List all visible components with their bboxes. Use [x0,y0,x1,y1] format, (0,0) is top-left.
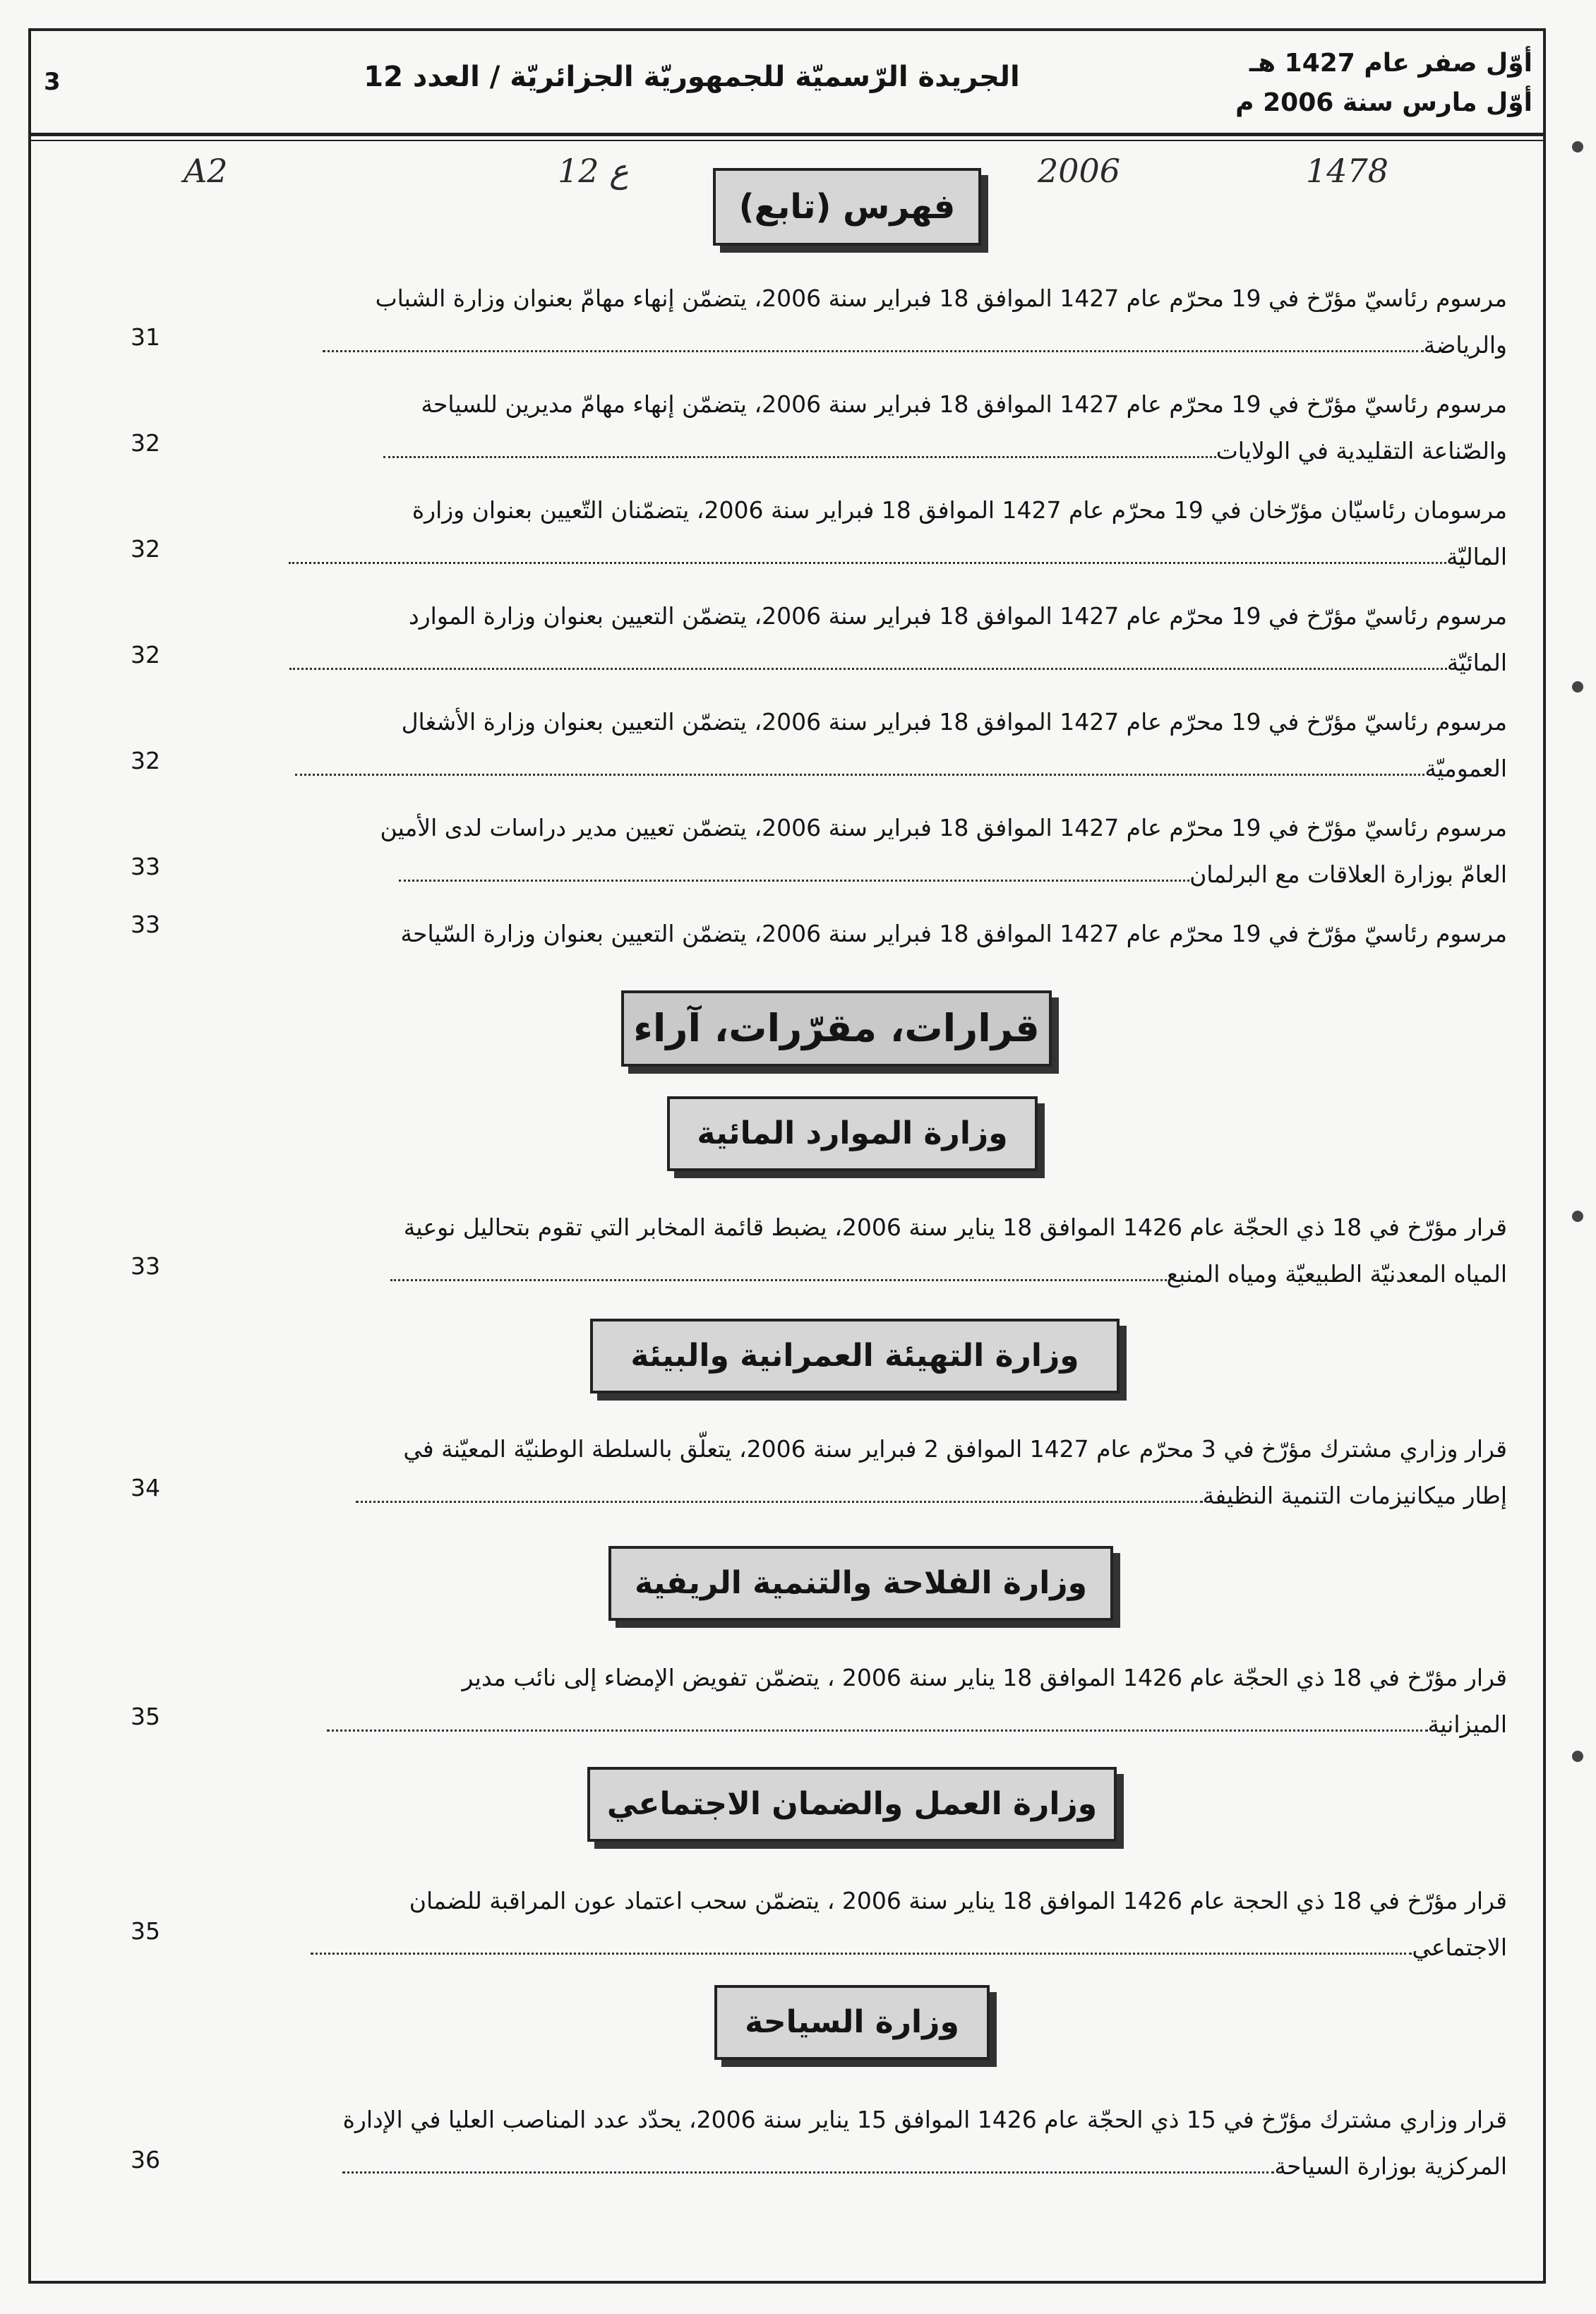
header-date [1235,44,1532,123]
entry-page-number: 34 [131,1474,160,1501]
ministry-heading: وزارة السياحة [714,1985,990,2060]
header-rule [28,133,1546,136]
index-entry [173,699,1507,792]
entry-line2: المركزية بوزارة السياحة [1274,2152,1507,2180]
binding-hole [1572,141,1583,152]
ministry-heading: وزارة الموارد المائية [667,1096,1038,1171]
entry-line1: قرار وزاري مشترك مؤرّخ في 15 ذي الحجّة عام 1426 الموافق 15 يناير سنة 2006، يحدّد عدد المناصب العليا في الإدارة [342,2106,1507,2133]
decisions-title: قرارات، مقرّرات، آراء [621,990,1052,1067]
entry-line2: الاجتماعي [1412,1934,1507,1961]
entry-page-number: 36 [131,2146,160,2174]
index-title: فهرس (تابع) [713,168,981,246]
header-date-gregorian: أوّل مارس سنة 2006 م [1235,88,1532,117]
index-entry [173,2097,1507,2190]
entry-line1: مرسوم رئاسيّ مؤرّخ في 19 محرّم عام 1427 الموافق 18 فبراير سنة 2006، يتضمّن التعيين بعنوان وزارة الأشغال [401,708,1507,736]
entry-line1: مرسوم رئاسيّ مؤرّخ في 19 محرّم عام 1427 الموافق 18 فبراير سنة 2006، يتضمّن تعيين مدير دراسات لدى الأمين [380,814,1507,841]
header-date-hijri: أوّل صفر عام 1427 هـ [1249,49,1532,78]
index-entry [173,275,1507,368]
entry-line1: مرسوم رئاسيّ مؤرّخ في 19 محرّم عام 1427 الموافق 18 فبراير سنة 2006، يتضمّن إنهاء مهامّ بعنوان وزارة الشباب [375,284,1507,312]
entry-line1: قرار وزاري مشترك مؤرّخ في 3 محرّم عام 1427 الموافق 2 فبراير سنة 2006، يتعلّق بالسلطة الوطنيّة المعيّنة في [403,1435,1507,1463]
entry-line2: العموميّة [1424,755,1507,782]
index-entry [173,593,1507,686]
entry-line2: المائيّة [1446,649,1507,676]
entry-line2: المياه المعدنيّة الطبيعيّة ومياه المنبع [1166,1260,1507,1288]
entry-line1: قرار مؤرّخ في 18 ذي الحجة عام 1426 الموافق 18 يناير سنة 2006 ، يتضمّن سحب اعتماد عون المراقبة للضمان [409,1887,1507,1914]
entry-line2: العامّ بوزارة العلاقات مع البرلمان [1189,861,1507,888]
ministry-heading: وزارة العمل والضمان الاجتماعي [587,1767,1117,1842]
index-entry [173,1426,1507,1519]
handwritten-note: A2 [184,152,228,190]
entry-page-number: 33 [131,911,160,938]
entry-page-number: 32 [131,429,160,457]
entry-page-number: 31 [131,323,160,351]
index-entry [215,911,1507,957]
entry-page-number: 33 [131,853,160,880]
handwritten-note: 2006 [1038,152,1121,190]
index-entry [173,1655,1507,1748]
index-entry [173,1204,1507,1297]
entry-line2: والصّناعة التقليدية في الولايات [1216,437,1507,464]
entry-page-number: 32 [131,641,160,669]
handwritten-note: 12 ع [558,152,629,190]
index-entry [173,805,1507,898]
binding-hole [1572,1751,1583,1762]
entry-line1: مرسوم رئاسيّ مؤرّخ في 19 محرّم عام 1427 الموافق 18 فبراير سنة 2006، يتضمّن إنهاء مهامّ مديرين للسياحة [421,390,1507,418]
binding-hole [1572,1211,1583,1222]
entry-line1: قرار مؤرّخ في 18 ذي الحجّة عام 1426 الموافق 18 يناير سنة 2006، يضبط قائمة المخابر التي تقوم بتحاليل نوعية [403,1213,1507,1241]
entry-page-number: 35 [131,1917,160,1945]
header-page-number: 3 [44,68,61,96]
entry-line2: إطار ميكانيزمات التنمية النظيفة [1202,1482,1507,1509]
header-rule-thin [28,140,1546,141]
header-title: الجريدة الرّسميّة للجمهوريّة الجزائريّة / العدد 12 [364,61,1020,93]
entry-line1: مرسومان رئاسيّان مؤرّخان في 19 محرّم عام 1427 الموافق 18 فبراير سنة 2006، يتضمّنان التّعيين بعنوان وزارة [412,496,1507,524]
index-entry [173,487,1507,580]
entry-line2: الميزانية [1427,1710,1507,1738]
index-entry [173,381,1507,474]
entry-page-number: 32 [131,747,160,774]
entry-line2: الماليّة [1446,543,1507,570]
entry-line1: قرار مؤرّخ في 18 ذي الحجّة عام 1426 الموافق 18 يناير سنة 2006 ، يتضمّن تفويض الإمضاء إلى نائب مدير [462,1664,1507,1691]
entry-line1: مرسوم رئاسيّ مؤرّخ في 19 محرّم عام 1427 الموافق 18 فبراير سنة 2006، يتضمّن التعيين بعنوان وزارة السّياحة [400,920,1507,947]
ministry-heading: وزارة التهيئة العمرانية والبيئة [590,1319,1120,1393]
entry-page-number: 32 [131,535,160,563]
ministry-heading: وزارة الفلاحة والتنمية الريفية [608,1546,1113,1621]
handwritten-note: 1478 [1306,152,1389,190]
index-entry [173,1878,1507,1971]
entry-page-number: 35 [131,1703,160,1730]
entry-page-number: 33 [131,1252,160,1280]
entry-line2: والرياضة [1423,331,1507,359]
entry-line1: مرسوم رئاسيّ مؤرّخ في 19 محرّم عام 1427 الموافق 18 فبراير سنة 2006، يتضمّن التعيين بعنوان وزارة الموارد [409,602,1507,630]
binding-hole [1572,681,1583,693]
